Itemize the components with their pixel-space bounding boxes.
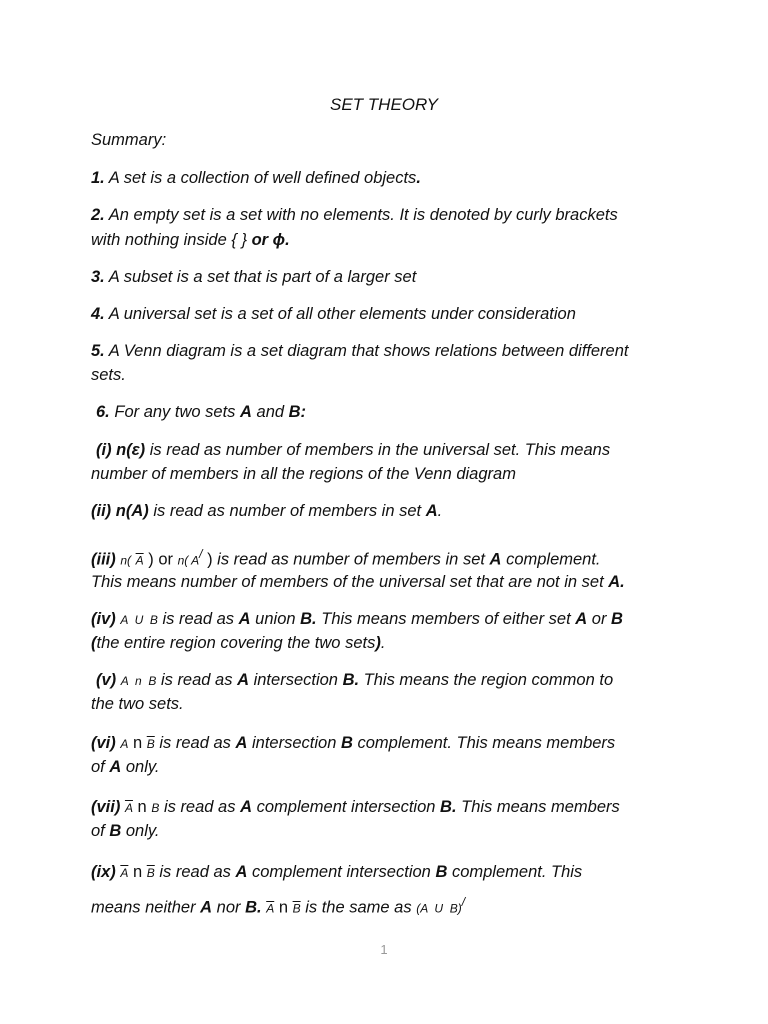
point-5-line-2: sets.	[91, 366, 126, 384]
item-vi-line-2: of A only.	[91, 758, 160, 776]
item-vii-line-1: (vii) $\overline{A}$ n B is read as A complement intersection B. This means members	[91, 798, 620, 816]
page-number: 1	[380, 942, 388, 957]
item-ii: (ii) n(A) is read as number of members in set A.	[91, 502, 443, 520]
item-iv-line-1: (iv) A U B is read as A union B. This means members of either set A or B	[91, 610, 623, 628]
item-vi-line-1: (vi) A n $\overline{B}$ is read as A intersection B complement. This means members	[91, 734, 616, 752]
item-v-line-1: (v) A n B is read as A intersection B. This means the region common to	[96, 671, 614, 689]
item-ix-line-2: means neither A nor B. $\overline{A}$ n $\overline{B}$ is the same as (A U B)/	[91, 895, 466, 917]
point-4: 4. A universal set is a set of all other elements under consideration	[91, 305, 576, 323]
item-i-line-1: (i) n(ε) is read as number of members in the universal set. This means	[96, 441, 611, 459]
page-title: SET THEORY	[330, 95, 438, 114]
item-i-line-2: number of members in all the regions of the Venn diagram	[91, 465, 516, 483]
point-6: 6. For any two sets A and B:	[96, 403, 307, 421]
item-v-line-2: the two sets.	[91, 695, 184, 713]
point-1: 1. A set is a collection of well defined objects.	[91, 169, 421, 187]
point-2-line-2: with nothing inside { } or ϕ.	[91, 231, 290, 249]
item-vii-line-2: of B only.	[91, 822, 160, 840]
summary-heading: Summary:	[91, 131, 167, 149]
item-iv-line-2: (the entire region covering the two sets).	[91, 634, 386, 652]
item-iii-line-2: This means number of members of the universal set that are not in set A.	[91, 573, 625, 591]
item-iii-line-1: (iii) n( $\overline{A}$ ) or n( A/ ) is read as number of members in set A complement.	[91, 547, 601, 569]
point-3: 3. A subset is a set that is part of a larger set	[91, 268, 417, 286]
point-2-line-1: 2. An empty set is a set with no elements. It is denoted by curly brackets	[91, 206, 618, 224]
item-ix-line-1: (ix) $\overline{A}$ n $\overline{B}$ is read as A complement intersection B complement. This	[91, 863, 583, 881]
point-5-line-1: 5. A Venn diagram is a set diagram that shows relations between different	[91, 342, 629, 360]
